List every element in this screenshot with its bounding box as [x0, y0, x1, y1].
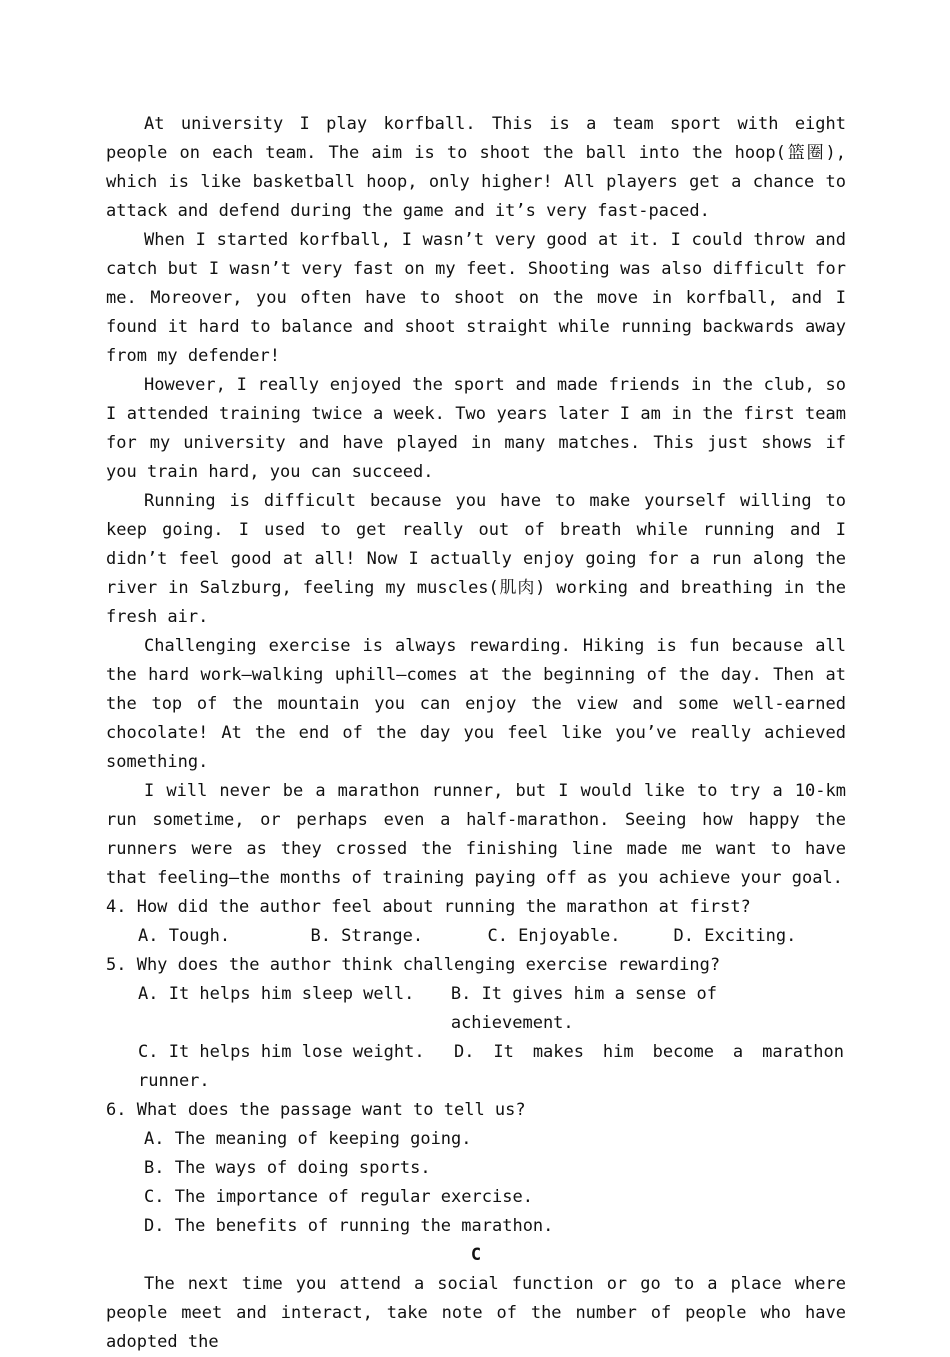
question-5-stem: 5. Why does the author think challenging exercise rewarding?	[106, 955, 721, 975]
question-5-options-row-1	[138, 980, 846, 1038]
question-6-option-a: A. The meaning of keeping going.	[144, 1129, 472, 1149]
question-5-option-b: B. It gives him a sense of achievement.	[450, 984, 717, 1033]
paragraph-2: When I started korfball, I wasn’t very good at it. I could throw and catch but I wasn’t very fast on my feet. Shooting was also difficult for me. Moreover, you often have to shoot on the move in korfball, and I found it hard to balance and shoot straight while running backwards away from my defender!	[106, 230, 846, 366]
question-5-option-c: C. It helps him lose weight.	[138, 1042, 425, 1062]
question-6-option-b: B. The ways of doing sports.	[144, 1158, 431, 1178]
paragraph-3: However, I really enjoyed the sport and made friends in the club, so I attended training twice a week. Two years later I am in the first team for my university and have played in many matches. This just shows if you train hard, you can succeed.	[106, 375, 846, 482]
paragraph-5: Challenging exercise is always rewarding. Hiking is fun because all the hard work—walking uphill—comes at the beginning of the day. Then at the top of the mountain you can enjoy the view and some well-earned chocolate! At the end of the day you feel like you’ve really achieved something.	[106, 636, 846, 772]
question-6-option-c: C. The importance of regular exercise.	[144, 1187, 533, 1207]
question-4-option-c: C. Enjoyable.	[487, 926, 621, 946]
question-4-option-d: D. Exciting.	[673, 926, 797, 946]
question-6-stem: 6. What does the passage want to tell us?	[106, 1100, 526, 1120]
question-5-option-d-wrap	[138, 1067, 846, 1096]
paragraph-4: Running is difficult because you have to make yourself willing to keep going. I used to get really out of breath while running and I didn’t feel good at all! Now I actually enjoy going for a run along the river in Salzburg, feeling my muscles(肌肉) working and breathing in the fresh air.	[106, 491, 846, 627]
paragraph-6: I will never be a marathon runner, but I would like to try a 10-km run sometime, or perhaps even a half-marathon. Seeing how happy the runners were as they crossed the finishing line made me want to have that feeling—the months of training paying off as you achieve your goal.	[106, 781, 846, 888]
question-6-option-d: D. The benefits of running the marathon.	[144, 1216, 554, 1236]
section-c-heading: C	[470, 1245, 482, 1265]
paragraph-1: At university I play korfball. This is a team sport with eight people on each team. The aim is to shoot the ball into the hoop(篮圈), which is like basketball hoop, only higher! All players get a chance to attack and defend during the game and it’s very fast-paced.	[106, 114, 846, 221]
question-5-option-d-line1: D. It makes him become a marathon	[454, 1042, 844, 1062]
question-4-stem: 4. How did the author feel about running the marathon at first?	[106, 897, 751, 917]
question-4-option-a: A. Tough.	[138, 926, 231, 946]
question-5-option-d-tail: runner.	[138, 1071, 210, 1091]
section-c-paragraph: The next time you attend a social function or go to a place where people meet and interact, take note of the number of people who have adopted the	[106, 1274, 846, 1352]
question-4-option-b: B. Strange.	[310, 926, 424, 946]
question-5-options-row-2	[138, 1038, 846, 1067]
question-5-option-a: A. It helps him sleep well.	[138, 984, 415, 1004]
question-4-options	[138, 922, 846, 951]
document-page	[106, 110, 846, 1357]
